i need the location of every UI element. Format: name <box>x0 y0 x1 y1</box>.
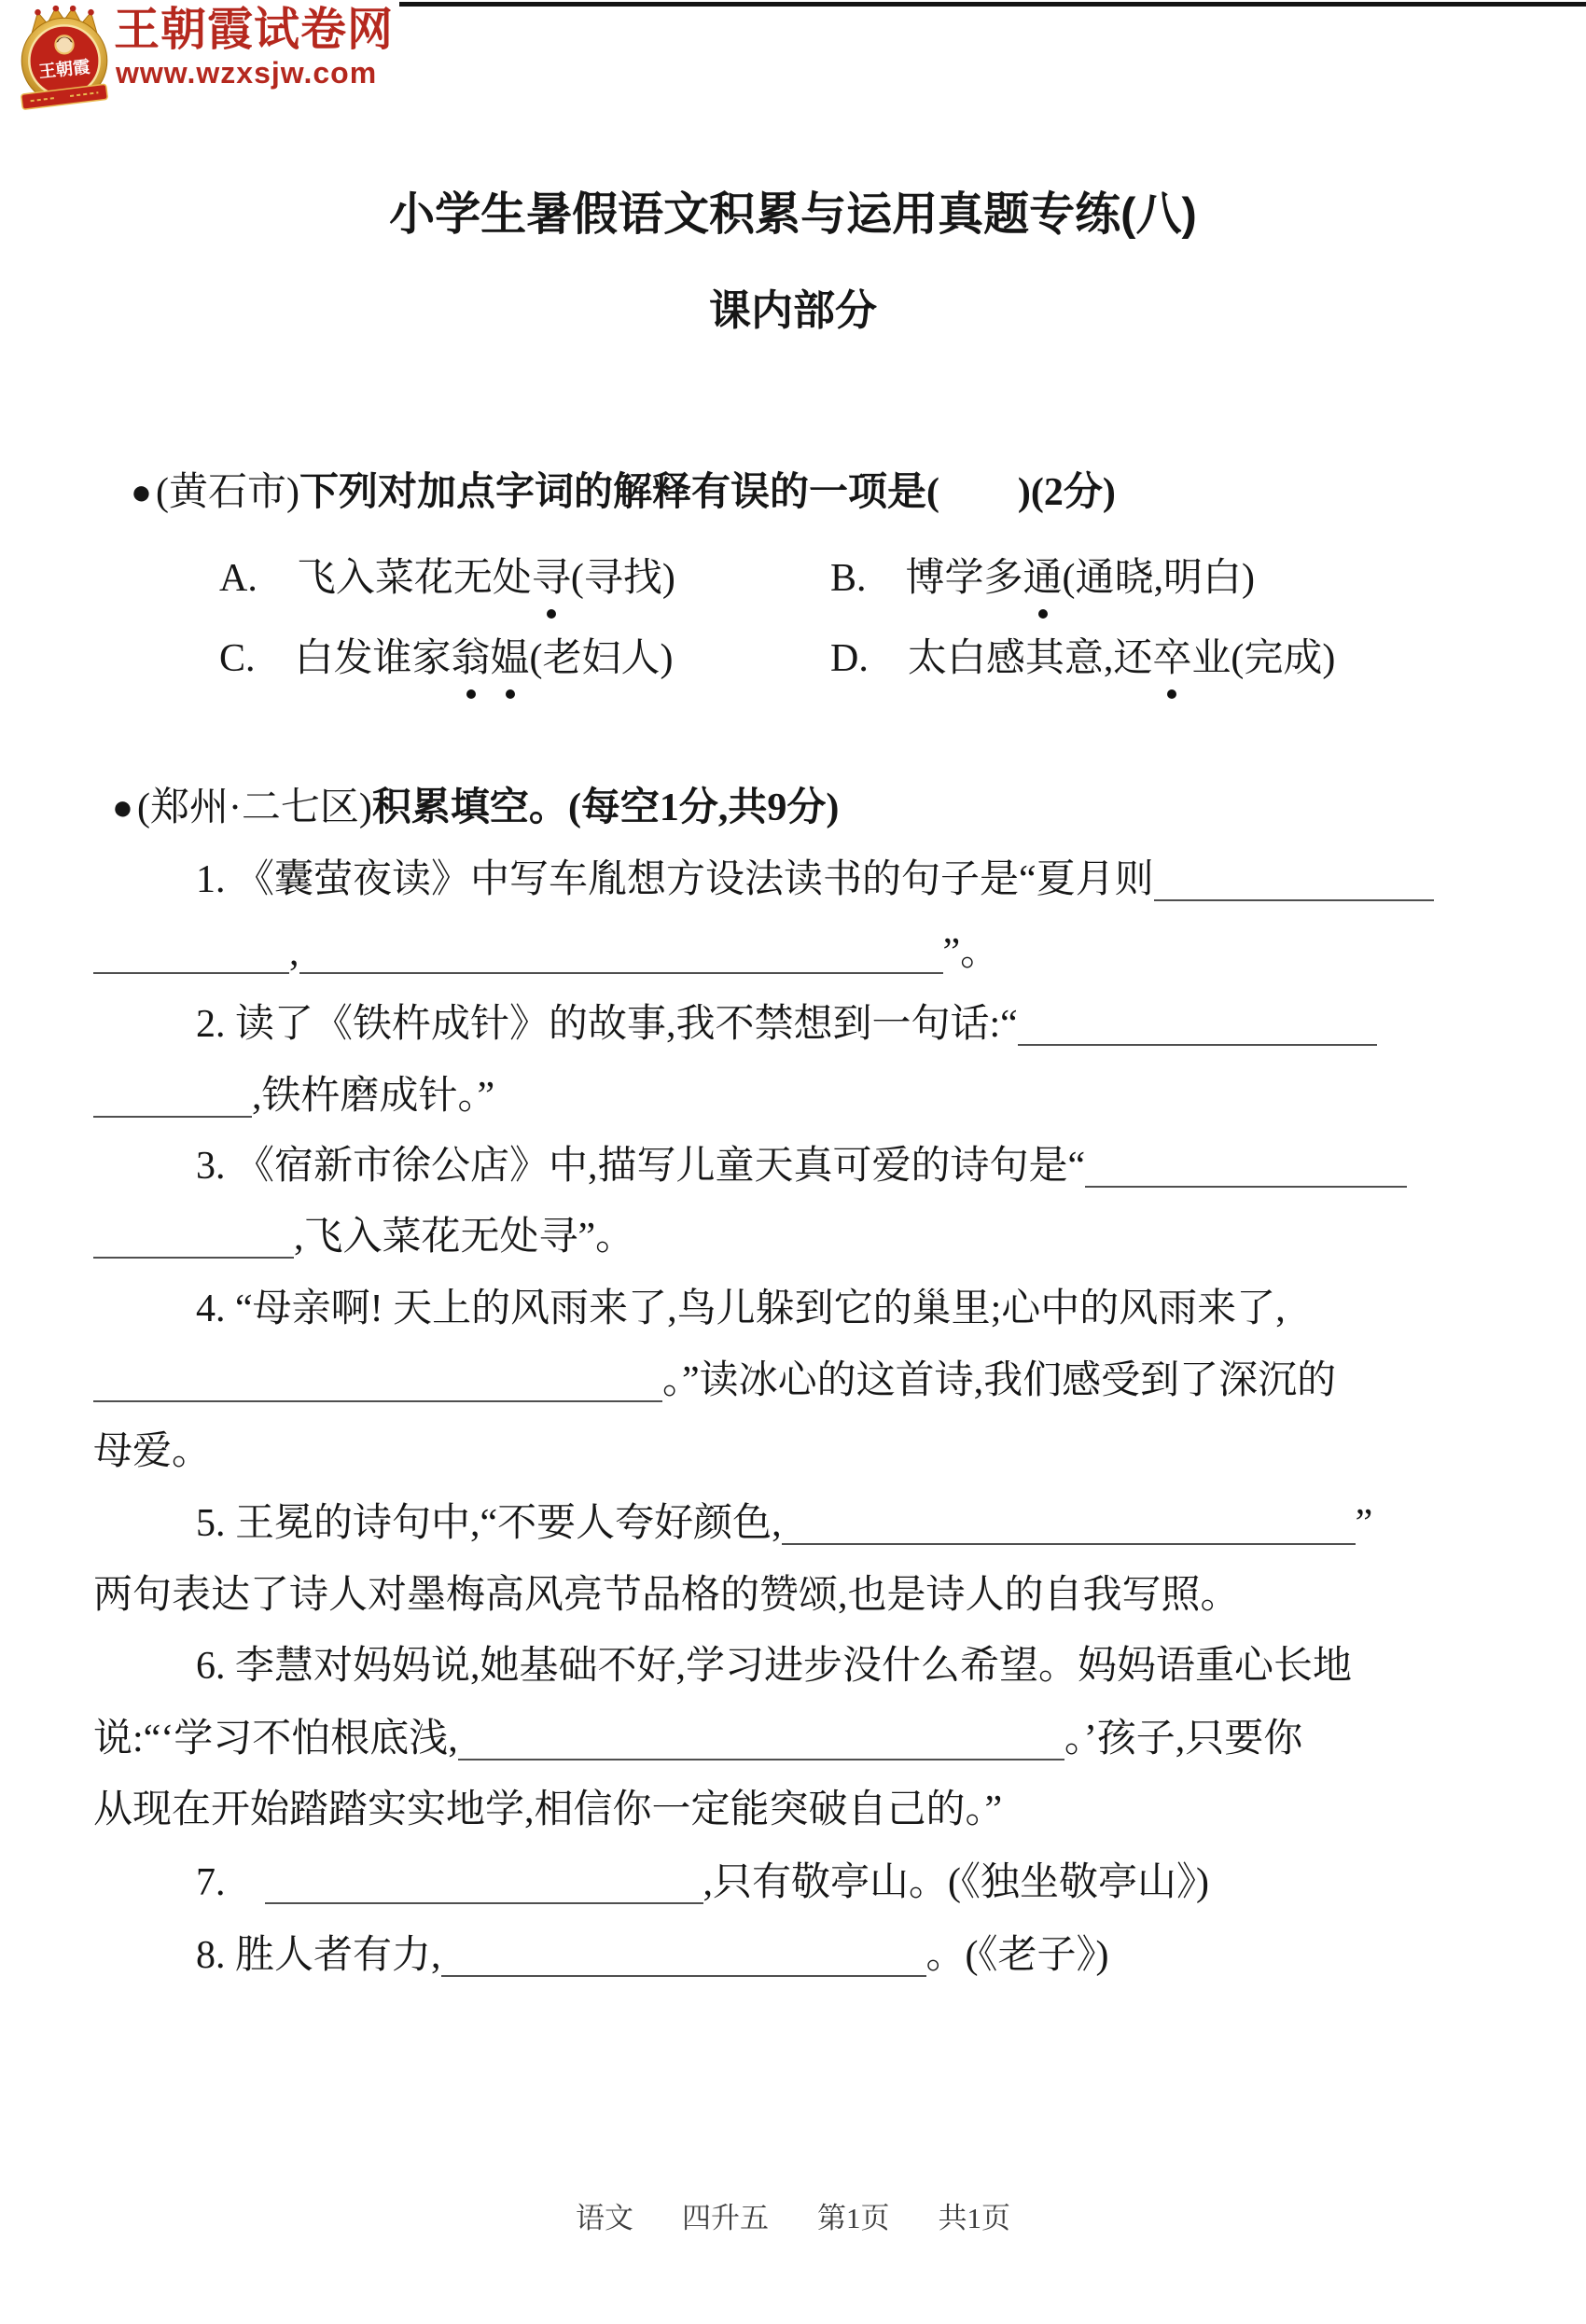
brand-site-url: www.wzxsjw.com <box>116 56 378 90</box>
item-6-text: 说:“‘学习不怕根底浅, <box>93 1718 458 1760</box>
item-3-text: ,飞入菜花无处寻”。 <box>294 1216 635 1259</box>
option-d-dotted-chars: 卒 <box>1152 637 1191 680</box>
item-7-line <box>196 1855 1209 1911</box>
brand-site-name: 王朝霞试卷网 <box>114 5 395 55</box>
item-7-text: ,只有敬亭山。(《独坐敬亭山》) <box>703 1861 1209 1904</box>
footer-page-total: 共1页 <box>938 2202 1010 2234</box>
option-d <box>830 631 1335 687</box>
item-5-text: 5. 王冕的诗句中,“不要人夸好颜色, <box>196 1502 782 1545</box>
item-4-text: 。”读冰心的这首诗,我们感受到了深沉的 <box>662 1359 1337 1402</box>
option-c-dotted-chars: 翁媪 <box>452 637 530 680</box>
answer-blank <box>93 1354 662 1402</box>
item-6-line-1 <box>196 1638 1352 1694</box>
question-1-region: (黄石市) <box>155 471 299 514</box>
item-4-text: 母爱。 <box>93 1430 212 1473</box>
option-c-gloss: (老妇人) <box>529 637 674 680</box>
answer-blank <box>458 1712 1064 1760</box>
option-a-dotted-chars: 寻 <box>532 557 571 600</box>
item-4-line-2 <box>93 1353 1336 1409</box>
answer-blank <box>441 1928 926 1977</box>
item-5-text: ” <box>1355 1502 1373 1545</box>
item-6-text: 6. 李慧对妈妈说,她基础不好,学习进步没什么希望。妈妈语重心长地 <box>196 1645 1353 1688</box>
options-row-2 <box>219 631 1335 687</box>
option-c-text: C. 白发谁家 <box>219 637 452 680</box>
item-8-text: 8. 胜人者有力, <box>196 1934 441 1977</box>
brand-logo <box>17 4 455 108</box>
item-6-line-2 <box>93 1711 1302 1767</box>
item-4-text: 4. “母亲啊! 天上的风雨来了,鸟儿躲到它的巢里;心中的风雨来了, <box>196 1287 1286 1330</box>
footer-page-number: 第1页 <box>817 2202 890 2234</box>
answer-blank <box>93 925 289 974</box>
question-1-stem: 下列对加点字词的解释有误的一项是( )(2分) <box>299 471 1116 514</box>
question-1-header <box>131 465 1116 521</box>
answer-blank <box>1018 997 1377 1046</box>
answer-blank <box>93 1210 294 1259</box>
option-b <box>830 550 1255 606</box>
option-d-text: D. 太白感其意,还 <box>830 637 1153 680</box>
medal-text: 王朝霞 <box>37 56 91 82</box>
answer-blank <box>299 925 943 974</box>
question-2-score: (每空1分,共9分) <box>567 786 840 829</box>
item-1-text: ”。 <box>942 931 1000 974</box>
page-footer <box>0 2194 1586 2236</box>
header-rule <box>399 2 1586 7</box>
item-8-text: 。(《老子》) <box>925 1934 1109 1977</box>
item-2-text: 2. 读了《铁杵成针》的故事,我不禁想到一句话:“ <box>196 1003 1018 1046</box>
item-1-text: 1. 《囊萤夜读》中写车胤想方设法读书的句子是“夏月则 <box>196 858 1154 901</box>
item-4-line-1 <box>196 1281 1286 1337</box>
question-2-header <box>112 780 839 836</box>
bullet-icon: ● <box>131 473 152 512</box>
item-8-line <box>196 1927 1109 1983</box>
footer-grade: 四升五 <box>682 2202 769 2234</box>
option-a-text: A. 飞入菜花无处 <box>219 557 532 600</box>
option-a-gloss: (寻找) <box>570 557 675 600</box>
item-2-line-2 <box>93 1068 494 1124</box>
answer-blank <box>782 1496 1356 1545</box>
option-b-text: B. 博学多 <box>830 557 1023 600</box>
answer-blank <box>93 1069 252 1118</box>
item-1-line-2 <box>93 925 999 981</box>
section-title: 课内部分 <box>708 286 877 334</box>
item-3-line-1 <box>196 1138 1407 1194</box>
question-2-stem: 积累填空。 <box>371 786 568 829</box>
bullet-icon: ● <box>112 788 133 828</box>
medal-icon <box>17 4 112 110</box>
item-6-text: 从现在开始踏踏实实地学,相信你一定能突破自己的。” <box>93 1788 1003 1831</box>
item-5-line-1 <box>196 1496 1372 1552</box>
item-4-line-3 <box>93 1424 211 1480</box>
answer-blank <box>1154 853 1434 901</box>
item-6-line-3 <box>93 1782 1002 1838</box>
item-3-text: 3. 《宿新市徐公店》中,描写儿童天真可爱的诗句是“ <box>196 1145 1086 1188</box>
footer-subject: 语文 <box>576 2202 633 2234</box>
answer-blank <box>265 1856 703 1904</box>
question-2-region: (郑州·二七区) <box>136 786 372 829</box>
item-7-text: 7. <box>196 1861 265 1904</box>
item-3-line-2 <box>93 1209 634 1265</box>
item-2-text: ,铁杵磨成针。” <box>252 1075 495 1118</box>
exam-title: 小学生暑假语文积累与运用真题专练(八) <box>389 189 1197 240</box>
options-row-1 <box>219 550 1255 606</box>
option-a <box>219 550 830 606</box>
item-2-line-1 <box>196 996 1377 1052</box>
option-c <box>219 631 830 687</box>
item-5-line-2 <box>93 1567 1240 1623</box>
item-6-text: 。’孩子,只要你 <box>1064 1718 1303 1760</box>
answer-blank <box>1085 1139 1407 1188</box>
item-1-text: , <box>289 931 299 974</box>
option-d-gloss: 业(完成) <box>1191 637 1336 680</box>
item-1-line-1 <box>196 852 1434 908</box>
option-b-gloss: (通晓,明白) <box>1062 557 1256 600</box>
option-b-dotted-chars: 通 <box>1023 557 1063 600</box>
item-5-text: 两句表达了诗人对墨梅高风亮节品格的赞颂,也是诗人的自我写照。 <box>93 1574 1240 1617</box>
